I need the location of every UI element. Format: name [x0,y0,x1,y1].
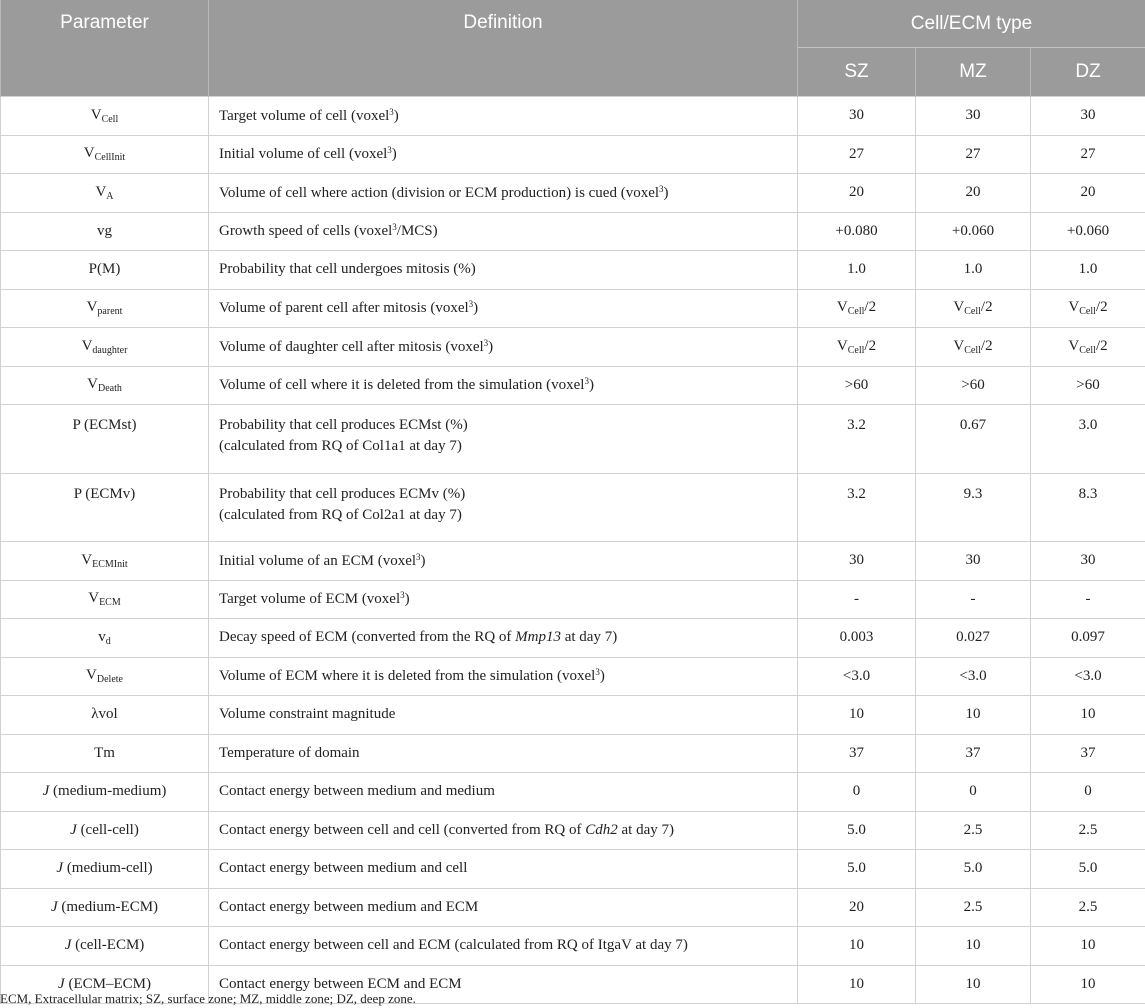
mz-value-cell: 2.5 [916,888,1031,927]
dz-value-cell: 2.5 [1031,811,1145,850]
definition-cell: Target volume of ECM (voxel$^3$) [209,580,798,619]
table-row [1,212,1145,251]
parameter-cell: $V_{Delete}$ [1,657,209,696]
table-row [1,619,1145,658]
mz-value-cell: 37 [916,734,1031,773]
dz-value-cell: 3.0 [1031,405,1145,474]
parameter-cell: $V_{CellInit}$ [1,135,209,174]
table-row [1,542,1145,581]
table-row [1,850,1145,889]
definition-cell: Initial volume of cell (voxel$^3$) [209,135,798,174]
mz-value-cell: +0.060 [916,212,1031,251]
definition-cell: Initial volume of an ECM (voxel$^3$) [209,542,798,581]
parameter-cell: $v_d$ [1,619,209,658]
table-body [1,97,1145,1004]
parameter-cell: λvol [1,696,209,735]
mz-value-cell: 30 [916,542,1031,581]
definition-cell: Target volume of cell (voxel$^3$) [209,97,798,136]
mz-value-cell: 10 [916,965,1031,1004]
table-row [1,888,1145,927]
dz-value-cell: 20 [1031,174,1145,213]
table-row [1,696,1145,735]
sz-value-cell: 5.0 [798,850,916,889]
dz-value-cell: $V_{Cell}/2$ [1031,289,1145,328]
table-row [1,580,1145,619]
table-row [1,97,1145,136]
definition-cell: Volume of cell where action (division or ECM production) is cued (voxel$^3$) [209,174,798,213]
parameter-cell: $V_A$ [1,174,209,213]
table-row [1,366,1145,405]
mz-value-cell: 27 [916,135,1031,174]
table-row [1,927,1145,966]
parameter-cell: $V_{Cell}$ [1,97,209,136]
table-row [1,734,1145,773]
definition-cell: Probability that cell produces ECMst (%) (calculated from RQ of Col1a1 at day 7) [209,405,798,474]
table-row [1,657,1145,696]
sz-value-cell: <3.0 [798,657,916,696]
header-parameter: Parameter [1,0,209,97]
sz-value-cell: 37 [798,734,916,773]
definition-cell: Volume of cell where it is deleted from the simulation (voxel$^3$) [209,366,798,405]
sz-value-cell: 10 [798,927,916,966]
definition-cell: Contact energy between medium and cell [209,850,798,889]
definition-cell: Temperature of domain [209,734,798,773]
mz-value-cell: 30 [916,97,1031,136]
parameter-cell: P (ECMv) [1,473,209,542]
table-row [1,174,1145,213]
table-row [1,135,1145,174]
sz-value-cell: 20 [798,888,916,927]
sz-value-cell: 5.0 [798,811,916,850]
parameter-cell: $V_{ECM}$ [1,580,209,619]
mz-value-cell: 0.67 [916,405,1031,474]
dz-value-cell: 30 [1031,97,1145,136]
mz-value-cell: 10 [916,927,1031,966]
definition-cell: Growth speed of cells (voxel$^3$/MCS) [209,212,798,251]
parameter-cell: J (medium-cell) [1,850,209,889]
header-cell-ecm-type: Cell/ECM type [798,0,1145,48]
dz-value-cell: 8.3 [1031,473,1145,542]
mz-value-cell: 2.5 [916,811,1031,850]
mz-value-cell: 5.0 [916,850,1031,889]
sz-value-cell: 0.003 [798,619,916,658]
table-row [1,328,1145,367]
mz-value-cell: 20 [916,174,1031,213]
mz-value-cell: 9.3 [916,473,1031,542]
dz-value-cell: 37 [1031,734,1145,773]
definition-cell: Volume constraint magnitude [209,696,798,735]
mz-value-cell: 1.0 [916,251,1031,290]
dz-value-cell: +0.060 [1031,212,1145,251]
header-sz: SZ [798,48,916,97]
parameter-cell: $V_{ECMInit}$ [1,542,209,581]
table-row [1,773,1145,812]
mz-value-cell: <3.0 [916,657,1031,696]
dz-value-cell: 2.5 [1031,888,1145,927]
sz-value-cell: 3.2 [798,473,916,542]
parameter-cell: P(M) [1,251,209,290]
dz-value-cell: <3.0 [1031,657,1145,696]
definition-cell: Volume of ECM where it is deleted from the simulation (voxel$^3$) [209,657,798,696]
mz-value-cell: $V_{Cell}/2$ [916,289,1031,328]
sz-value-cell: 20 [798,174,916,213]
dz-value-cell: >60 [1031,366,1145,405]
dz-value-cell: 27 [1031,135,1145,174]
header-dz: DZ [1031,48,1145,97]
table-row [1,251,1145,290]
parameter-cell: J (cell-cell) [1,811,209,850]
sz-value-cell: >60 [798,366,916,405]
definition-cell: Contact energy between medium and ECM [209,888,798,927]
dz-value-cell: 30 [1031,542,1145,581]
definition-cell: Contact energy between cell and cell (converted from RQ of Cdh2 at day 7) [209,811,798,850]
sz-value-cell: 27 [798,135,916,174]
table-row [1,811,1145,850]
parameter-cell: P (ECMst) [1,405,209,474]
sz-value-cell: - [798,580,916,619]
table-header [1,0,1145,97]
dz-value-cell: 10 [1031,965,1145,1004]
dz-value-cell: 5.0 [1031,850,1145,889]
mz-value-cell: 0 [916,773,1031,812]
mz-value-cell: - [916,580,1031,619]
definition-cell: Probability that cell produces ECMv (%) (calculated from RQ of Col2a1 at day 7) [209,473,798,542]
table-row [1,405,1145,474]
mz-value-cell: 0.027 [916,619,1031,658]
sz-value-cell: 30 [798,542,916,581]
parameter-cell: J (ECM–ECM) [1,965,209,1004]
mz-value-cell: 10 [916,696,1031,735]
definition-cell: Probability that cell undergoes mitosis (%) [209,251,798,290]
dz-value-cell: 1.0 [1031,251,1145,290]
parameter-cell: $V_{parent}$ [1,289,209,328]
header-mz: MZ [916,48,1031,97]
sz-value-cell: 0 [798,773,916,812]
parameter-cell: J (medium-ECM) [1,888,209,927]
mz-value-cell: $V_{Cell}/2$ [916,328,1031,367]
dz-value-cell: 0 [1031,773,1145,812]
sz-value-cell: 1.0 [798,251,916,290]
definition-cell: Volume of parent cell after mitosis (voxel$^3$) [209,289,798,328]
definition-cell: Volume of daughter cell after mitosis (voxel$^3$) [209,328,798,367]
sz-value-cell: 30 [798,97,916,136]
dz-value-cell: - [1031,580,1145,619]
dz-value-cell: 10 [1031,927,1145,966]
sz-value-cell: $V_{Cell}/2$ [798,328,916,367]
table-row [1,473,1145,542]
parameter-cell: J (cell-ECM) [1,927,209,966]
sz-value-cell: 3.2 [798,405,916,474]
dz-value-cell: 0.097 [1031,619,1145,658]
table-footnote: ECM, Extracellular matrix; SZ, surface zone; MZ, middle zone; DZ, deep zone. [0,991,416,1006]
parameter-cell: J (medium-medium) [1,773,209,812]
header-definition: Definition [209,0,798,97]
sz-value-cell: 10 [798,696,916,735]
sz-value-cell: $V_{Cell}/2$ [798,289,916,328]
parameter-cell: vg [1,212,209,251]
parameter-cell: $V_{daughter}$ [1,328,209,367]
sz-value-cell: 10 [798,965,916,1004]
definition-cell: Contact energy between cell and ECM (calculated from RQ of ItgaV at day 7) [209,927,798,966]
mz-value-cell: >60 [916,366,1031,405]
dz-value-cell: 10 [1031,696,1145,735]
sz-value-cell: +0.080 [798,212,916,251]
definition-cell: Decay speed of ECM (converted from the RQ of Mmp13 at day 7) [209,619,798,658]
parameter-cell: $V_{Death}$ [1,366,209,405]
definition-cell: Contact energy between ECM and ECM [209,965,798,1004]
parameter-cell: Tm [1,734,209,773]
dz-value-cell: $V_{Cell}/2$ [1031,328,1145,367]
table-row [1,289,1145,328]
definition-cell: Contact energy between medium and medium [209,773,798,812]
